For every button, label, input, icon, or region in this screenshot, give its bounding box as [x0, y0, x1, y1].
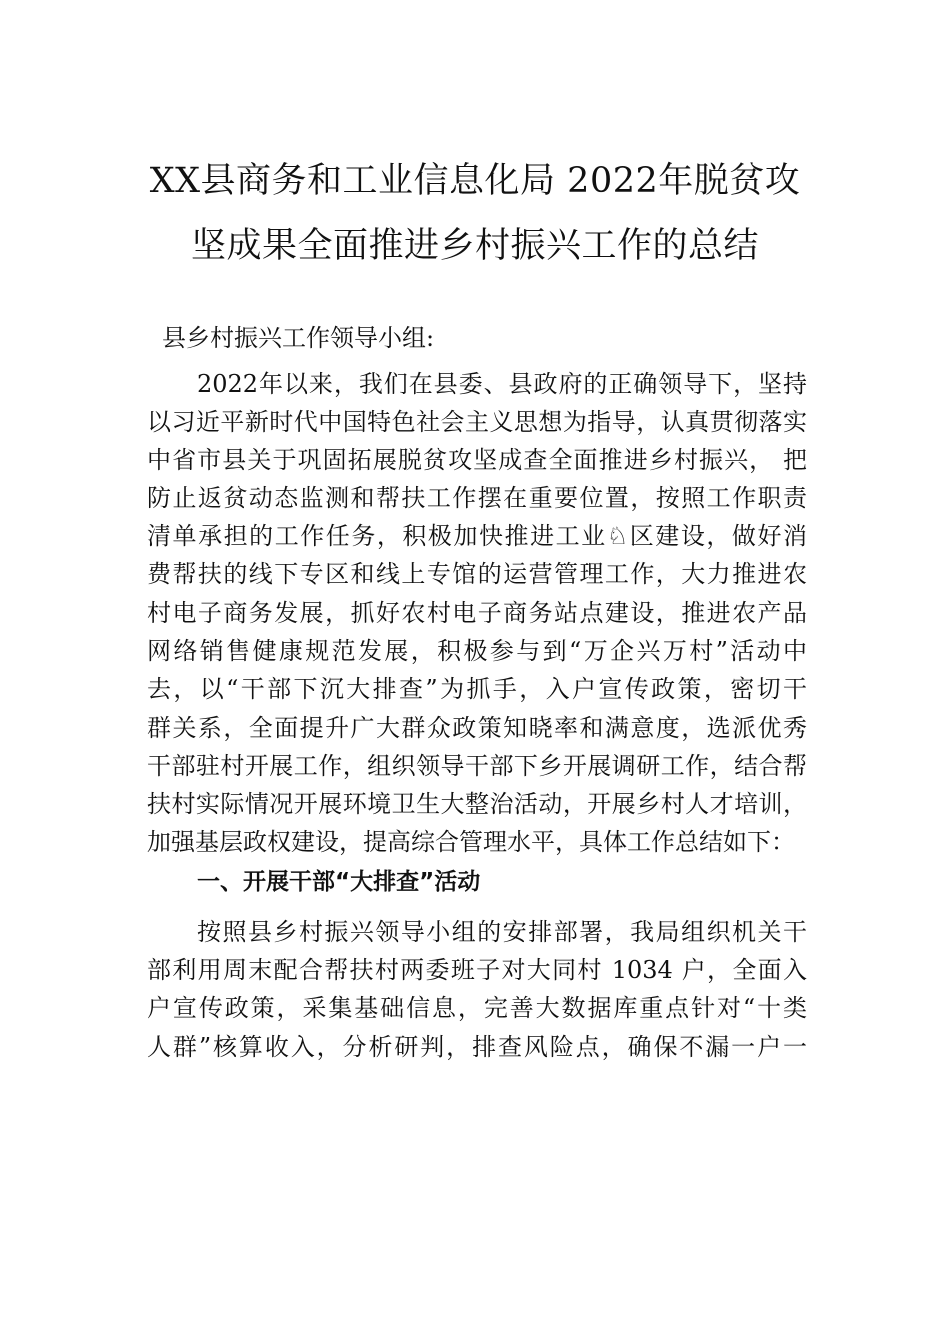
section-1-line-3: 户宣传政策，采集基础信息，完善大数据库重点针对“十类: [147, 994, 807, 1022]
intro-line-10: 群关系，全面提升广大群众政策知晓率和满意度，选派优秀: [147, 714, 807, 742]
intro-line-1: 2022年以来，我们在县委、县政府的正确领导下，坚持: [197, 370, 807, 398]
intro-line-4: 防止返贫动态监测和帮扶工作摆在重要位置，按照工作职责: [147, 484, 807, 512]
section-1-heading: 一、开展干部“大排查”活动: [197, 869, 481, 895]
document-title-line-2: 坚成果全面推进乡村振兴工作的总结: [190, 226, 759, 266]
salutation: 县乡村振兴工作领导小组:: [162, 324, 435, 352]
intro-line-13: 加强基层政权建设，提高综合管理水平，具体工作总结如下：: [147, 828, 795, 856]
document-title-line-1: XX县商务和工业信息化局 2022年脱贫攻: [149, 161, 801, 201]
intro-line-5: 清单承担的工作任务，积极加快推进工业♘区建设，做好消: [147, 522, 807, 550]
intro-line-12: 扶村实际情况开展环境卫生大整治活动，开展乡村人才培训，: [147, 790, 807, 818]
section-1-line-1: 按照县乡村振兴领导小组的安排部署，我局组织机关干: [197, 918, 807, 946]
intro-line-3: 中省市县关于巩固拓展脱贫攻坚成查全面推进乡村振兴， 把: [147, 446, 807, 474]
section-1-line-4: 人群”核算收入，分析研判，排查风险点，确保不漏一户一: [147, 1033, 807, 1061]
intro-line-2: 以习近平新时代中国特色社会主义思想为指导，认真贯彻落实: [147, 408, 807, 436]
intro-line-8: 网络销售健康规范发展，积极参与到“万企兴万村”活动中: [147, 637, 807, 665]
intro-line-7: 村电子商务发展，抓好农村电子商务站点建设，推进农产品: [147, 599, 807, 627]
intro-line-6: 费帮扶的线下专区和线上专馆的运营管理工作，大力推进农: [147, 560, 807, 588]
intro-line-9: 去，以“干部下沉大排查”为抓手，入户宣传政策，密切干: [147, 675, 807, 703]
section-1-line-2: 部利用周末配合帮扶村两委班子对大同村 1034 户，全面入: [147, 956, 807, 984]
intro-line-11: 干部驻村开展工作，组织领导干部下乡开展调研工作，结合帮: [147, 752, 807, 780]
